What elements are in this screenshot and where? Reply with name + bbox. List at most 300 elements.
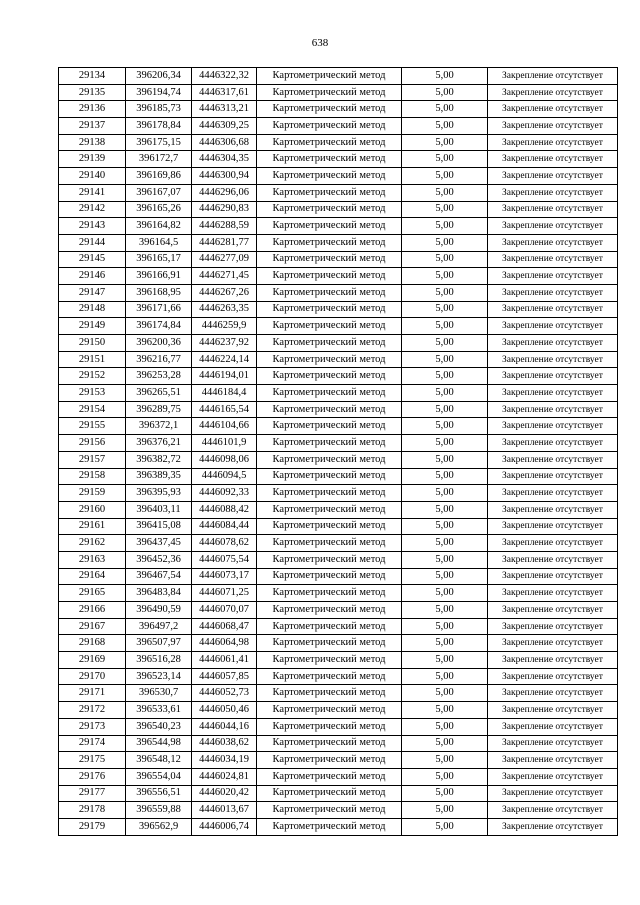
method-cell: Картометрический метод [257,101,402,118]
point-number-cell: 29158 [59,468,126,485]
x-coordinate-cell: 396530,7 [126,685,192,702]
y-coordinate-cell: 4446075,54 [192,551,257,568]
table-row [59,702,618,719]
accuracy-cell: 5,00 [402,385,488,402]
table-row [59,451,618,468]
y-coordinate-cell: 4446101,9 [192,435,257,452]
x-coordinate-cell: 396164,5 [126,234,192,251]
y-coordinate-cell: 4446290,83 [192,201,257,218]
point-number-cell: 29150 [59,335,126,352]
accuracy-cell: 5,00 [402,251,488,268]
table-row [59,501,618,518]
y-coordinate-cell: 4446288,59 [192,218,257,235]
accuracy-cell: 5,00 [402,101,488,118]
method-cell: Картометрический метод [257,451,402,468]
accuracy-cell: 5,00 [402,802,488,819]
x-coordinate-cell: 396507,97 [126,635,192,652]
x-coordinate-cell: 396175,15 [126,134,192,151]
table-row [59,284,618,301]
fixing-description-cell: Закрепление отсутствует [488,101,618,118]
table-row [59,84,618,101]
table-row [59,335,618,352]
fixing-description-cell: Закрепление отсутствует [488,585,618,602]
accuracy-cell: 5,00 [402,351,488,368]
x-coordinate-cell: 396171,66 [126,301,192,318]
point-number-cell: 29174 [59,735,126,752]
table-row [59,351,618,368]
point-number-cell: 29157 [59,451,126,468]
fixing-description-cell: Закрепление отсутствует [488,435,618,452]
point-number-cell: 29149 [59,318,126,335]
y-coordinate-cell: 4446038,62 [192,735,257,752]
x-coordinate-cell: 396164,82 [126,218,192,235]
fixing-description-cell: Закрепление отсутствует [488,652,618,669]
method-cell: Картометрический метод [257,702,402,719]
y-coordinate-cell: 4446071,25 [192,585,257,602]
point-number-cell: 29156 [59,435,126,452]
x-coordinate-cell: 396265,51 [126,385,192,402]
x-coordinate-cell: 396403,11 [126,501,192,518]
fixing-description-cell: Закрепление отсутствует [488,518,618,535]
x-coordinate-cell: 396548,12 [126,752,192,769]
method-cell: Картометрический метод [257,802,402,819]
point-number-cell: 29176 [59,768,126,785]
accuracy-cell: 5,00 [402,84,488,101]
y-coordinate-cell: 4446073,17 [192,568,257,585]
accuracy-cell: 5,00 [402,151,488,168]
accuracy-cell: 5,00 [402,168,488,185]
table-row [59,551,618,568]
point-number-cell: 29152 [59,368,126,385]
accuracy-cell: 5,00 [402,234,488,251]
fixing-description-cell: Закрепление отсутствует [488,84,618,101]
accuracy-cell: 5,00 [402,768,488,785]
method-cell: Картометрический метод [257,602,402,619]
method-cell: Картометрический метод [257,768,402,785]
method-cell: Картометрический метод [257,401,402,418]
accuracy-cell: 5,00 [402,268,488,285]
accuracy-cell: 5,00 [402,585,488,602]
method-cell: Картометрический метод [257,151,402,168]
y-coordinate-cell: 4446070,07 [192,602,257,619]
accuracy-cell: 5,00 [402,318,488,335]
method-cell: Картометрический метод [257,134,402,151]
table-row [59,368,618,385]
accuracy-cell: 5,00 [402,685,488,702]
point-number-cell: 29177 [59,785,126,802]
point-number-cell: 29144 [59,234,126,251]
y-coordinate-cell: 4446034,19 [192,752,257,769]
accuracy-cell: 5,00 [402,551,488,568]
accuracy-cell: 5,00 [402,785,488,802]
x-coordinate-cell: 396382,72 [126,451,192,468]
point-number-cell: 29159 [59,485,126,502]
point-number-cell: 29170 [59,668,126,685]
y-coordinate-cell: 4446322,32 [192,68,257,85]
fixing-description-cell: Закрепление отсутствует [488,268,618,285]
accuracy-cell: 5,00 [402,301,488,318]
accuracy-cell: 5,00 [402,818,488,835]
point-number-cell: 29164 [59,568,126,585]
table-row [59,485,618,502]
y-coordinate-cell: 4446277,09 [192,251,257,268]
y-coordinate-cell: 4446061,41 [192,652,257,669]
x-coordinate-cell: 396289,75 [126,401,192,418]
coordinates-table-body [59,68,618,836]
point-number-cell: 29169 [59,652,126,669]
method-cell: Картометрический метод [257,635,402,652]
accuracy-cell: 5,00 [402,718,488,735]
accuracy-cell: 5,00 [402,602,488,619]
point-number-cell: 29136 [59,101,126,118]
y-coordinate-cell: 4446184,4 [192,385,257,402]
x-coordinate-cell: 396168,95 [126,284,192,301]
table-row [59,518,618,535]
y-coordinate-cell: 4446296,06 [192,184,257,201]
point-number-cell: 29140 [59,168,126,185]
y-coordinate-cell: 4446078,62 [192,535,257,552]
table-row [59,718,618,735]
y-coordinate-cell: 4446259,9 [192,318,257,335]
table-row [59,151,618,168]
x-coordinate-cell: 396540,23 [126,718,192,735]
point-number-cell: 29143 [59,218,126,235]
x-coordinate-cell: 396194,74 [126,84,192,101]
fixing-description-cell: Закрепление отсутствует [488,752,618,769]
fixing-description-cell: Закрепление отсутствует [488,718,618,735]
accuracy-cell: 5,00 [402,702,488,719]
fixing-description-cell: Закрепление отсутствует [488,201,618,218]
point-number-cell: 29153 [59,385,126,402]
method-cell: Картометрический метод [257,418,402,435]
fixing-description-cell: Закрепление отсутствует [488,802,618,819]
y-coordinate-cell: 4446050,46 [192,702,257,719]
y-coordinate-cell: 4446064,98 [192,635,257,652]
method-cell: Картометрический метод [257,501,402,518]
x-coordinate-cell: 396523,14 [126,668,192,685]
x-coordinate-cell: 396169,86 [126,168,192,185]
method-cell: Картометрический метод [257,485,402,502]
point-number-cell: 29179 [59,818,126,835]
fixing-description-cell: Закрепление отсутствует [488,234,618,251]
method-cell: Картометрический метод [257,251,402,268]
point-number-cell: 29137 [59,118,126,135]
point-number-cell: 29154 [59,401,126,418]
method-cell: Картометрический метод [257,184,402,201]
table-row [59,752,618,769]
point-number-cell: 29145 [59,251,126,268]
table-row [59,134,618,151]
fixing-description-cell: Закрепление отсутствует [488,368,618,385]
x-coordinate-cell: 396206,34 [126,68,192,85]
fixing-description-cell: Закрепление отсутствует [488,151,618,168]
table-row [59,318,618,335]
table-row [59,652,618,669]
y-coordinate-cell: 4446194,01 [192,368,257,385]
method-cell: Картометрический метод [257,518,402,535]
method-cell: Картометрический метод [257,301,402,318]
method-cell: Картометрический метод [257,218,402,235]
accuracy-cell: 5,00 [402,618,488,635]
y-coordinate-cell: 4446300,94 [192,168,257,185]
accuracy-cell: 5,00 [402,435,488,452]
point-number-cell: 29139 [59,151,126,168]
point-number-cell: 29166 [59,602,126,619]
x-coordinate-cell: 396544,98 [126,735,192,752]
y-coordinate-cell: 4446304,35 [192,151,257,168]
y-coordinate-cell: 4446317,61 [192,84,257,101]
table-row [59,268,618,285]
table-row [59,685,618,702]
point-number-cell: 29173 [59,718,126,735]
x-coordinate-cell: 396559,88 [126,802,192,819]
x-coordinate-cell: 396516,28 [126,652,192,669]
fixing-description-cell: Закрепление отсутствует [488,685,618,702]
y-coordinate-cell: 4446052,73 [192,685,257,702]
table-row [59,251,618,268]
y-coordinate-cell: 4446224,14 [192,351,257,368]
method-cell: Картометрический метод [257,818,402,835]
table-row [59,118,618,135]
accuracy-cell: 5,00 [402,218,488,235]
fixing-description-cell: Закрепление отсутствует [488,301,618,318]
y-coordinate-cell: 4446267,26 [192,284,257,301]
x-coordinate-cell: 396216,77 [126,351,192,368]
y-coordinate-cell: 4446306,68 [192,134,257,151]
x-coordinate-cell: 396178,84 [126,118,192,135]
method-cell: Картометрический метод [257,735,402,752]
y-coordinate-cell: 4446020,42 [192,785,257,802]
y-coordinate-cell: 4446057,85 [192,668,257,685]
method-cell: Картометрический метод [257,68,402,85]
point-number-cell: 29172 [59,702,126,719]
y-coordinate-cell: 4446313,21 [192,101,257,118]
table-row [59,802,618,819]
fixing-description-cell: Закрепление отсутствует [488,485,618,502]
accuracy-cell: 5,00 [402,668,488,685]
method-cell: Картометрический метод [257,284,402,301]
accuracy-cell: 5,00 [402,368,488,385]
accuracy-cell: 5,00 [402,284,488,301]
x-coordinate-cell: 396554,04 [126,768,192,785]
fixing-description-cell: Закрепление отсутствует [488,501,618,518]
method-cell: Картометрический метод [257,468,402,485]
method-cell: Картометрический метод [257,385,402,402]
point-number-cell: 29175 [59,752,126,769]
x-coordinate-cell: 396165,17 [126,251,192,268]
fixing-description-cell: Закрепление отсутствует [488,702,618,719]
point-number-cell: 29178 [59,802,126,819]
x-coordinate-cell: 396437,45 [126,535,192,552]
point-number-cell: 29162 [59,535,126,552]
method-cell: Картометрический метод [257,551,402,568]
table-row [59,585,618,602]
x-coordinate-cell: 396562,9 [126,818,192,835]
method-cell: Картометрический метод [257,535,402,552]
x-coordinate-cell: 396166,91 [126,268,192,285]
method-cell: Картометрический метод [257,685,402,702]
method-cell: Картометрический метод [257,752,402,769]
point-number-cell: 29147 [59,284,126,301]
x-coordinate-cell: 396415,08 [126,518,192,535]
table-row [59,618,618,635]
table-row [59,201,618,218]
y-coordinate-cell: 4446309,25 [192,118,257,135]
fixing-description-cell: Закрепление отсутствует [488,735,618,752]
table-row [59,535,618,552]
x-coordinate-cell: 396376,21 [126,435,192,452]
method-cell: Картометрический метод [257,168,402,185]
fixing-description-cell: Закрепление отсутствует [488,768,618,785]
method-cell: Картометрический метод [257,335,402,352]
method-cell: Картометрический метод [257,351,402,368]
x-coordinate-cell: 396533,61 [126,702,192,719]
table-row [59,568,618,585]
method-cell: Картометрический метод [257,718,402,735]
fixing-description-cell: Закрепление отсутствует [488,818,618,835]
fixing-description-cell: Закрепление отсутствует [488,602,618,619]
table-row [59,468,618,485]
fixing-description-cell: Закрепление отсутствует [488,401,618,418]
x-coordinate-cell: 396200,36 [126,335,192,352]
table-row [59,418,618,435]
x-coordinate-cell: 396395,93 [126,485,192,502]
fixing-description-cell: Закрепление отсутствует [488,284,618,301]
accuracy-cell: 5,00 [402,501,488,518]
accuracy-cell: 5,00 [402,401,488,418]
point-number-cell: 29142 [59,201,126,218]
fixing-description-cell: Закрепление отсутствует [488,251,618,268]
table-row [59,785,618,802]
method-cell: Картометрический метод [257,652,402,669]
fixing-description-cell: Закрепление отсутствует [488,218,618,235]
x-coordinate-cell: 396165,26 [126,201,192,218]
accuracy-cell: 5,00 [402,468,488,485]
point-number-cell: 29134 [59,68,126,85]
table-row [59,218,618,235]
fixing-description-cell: Закрепление отсутствует [488,551,618,568]
point-number-cell: 29171 [59,685,126,702]
x-coordinate-cell: 396483,84 [126,585,192,602]
method-cell: Картометрический метод [257,201,402,218]
y-coordinate-cell: 4446006,74 [192,818,257,835]
point-number-cell: 29163 [59,551,126,568]
method-cell: Картометрический метод [257,118,402,135]
table-row [59,401,618,418]
point-number-cell: 29138 [59,134,126,151]
fixing-description-cell: Закрепление отсутствует [488,134,618,151]
x-coordinate-cell: 396556,51 [126,785,192,802]
fixing-description-cell: Закрепление отсутствует [488,318,618,335]
fixing-description-cell: Закрепление отсутствует [488,468,618,485]
accuracy-cell: 5,00 [402,652,488,669]
point-number-cell: 29160 [59,501,126,518]
x-coordinate-cell: 396452,36 [126,551,192,568]
point-number-cell: 29148 [59,301,126,318]
accuracy-cell: 5,00 [402,335,488,352]
x-coordinate-cell: 396167,07 [126,184,192,201]
fixing-description-cell: Закрепление отсутствует [488,118,618,135]
accuracy-cell: 5,00 [402,535,488,552]
page-number: 638 [311,37,329,49]
table-row [59,234,618,251]
y-coordinate-cell: 4446044,16 [192,718,257,735]
y-coordinate-cell: 4446013,67 [192,802,257,819]
y-coordinate-cell: 4446165,54 [192,401,257,418]
fixing-description-cell: Закрепление отсутствует [488,385,618,402]
table-row [59,68,618,85]
table-row [59,668,618,685]
x-coordinate-cell: 396185,73 [126,101,192,118]
y-coordinate-cell: 4446281,77 [192,234,257,251]
y-coordinate-cell: 4446068,47 [192,618,257,635]
fixing-description-cell: Закрепление отсутствует [488,535,618,552]
fixing-description-cell: Закрепление отсутствует [488,635,618,652]
fixing-description-cell: Закрепление отсутствует [488,785,618,802]
accuracy-cell: 5,00 [402,568,488,585]
point-number-cell: 29161 [59,518,126,535]
x-coordinate-cell: 396372,1 [126,418,192,435]
table-row [59,301,618,318]
y-coordinate-cell: 4446263,35 [192,301,257,318]
fixing-description-cell: Закрепление отсутствует [488,168,618,185]
point-number-cell: 29155 [59,418,126,435]
table-row [59,735,618,752]
fixing-description-cell: Закрепление отсутствует [488,568,618,585]
x-coordinate-cell: 396490,59 [126,602,192,619]
y-coordinate-cell: 4446098,06 [192,451,257,468]
accuracy-cell: 5,00 [402,184,488,201]
fixing-description-cell: Закрепление отсутствует [488,184,618,201]
fixing-description-cell: Закрепление отсутствует [488,618,618,635]
point-number-cell: 29167 [59,618,126,635]
method-cell: Картометрический метод [257,368,402,385]
accuracy-cell: 5,00 [402,735,488,752]
accuracy-cell: 5,00 [402,752,488,769]
x-coordinate-cell: 396389,35 [126,468,192,485]
y-coordinate-cell: 4446024,81 [192,768,257,785]
method-cell: Картометрический метод [257,668,402,685]
accuracy-cell: 5,00 [402,118,488,135]
method-cell: Картометрический метод [257,268,402,285]
x-coordinate-cell: 396172,7 [126,151,192,168]
accuracy-cell: 5,00 [402,68,488,85]
accuracy-cell: 5,00 [402,451,488,468]
fixing-description-cell: Закрепление отсутствует [488,668,618,685]
accuracy-cell: 5,00 [402,485,488,502]
fixing-description-cell: Закрепление отсутствует [488,335,618,352]
method-cell: Картометрический метод [257,234,402,251]
fixing-description-cell: Закрепление отсутствует [488,68,618,85]
fixing-description-cell: Закрепление отсутствует [488,351,618,368]
method-cell: Картометрический метод [257,618,402,635]
y-coordinate-cell: 4446104,66 [192,418,257,435]
method-cell: Картометрический метод [257,568,402,585]
table-row [59,818,618,835]
x-coordinate-cell: 396497,2 [126,618,192,635]
x-coordinate-cell: 396253,28 [126,368,192,385]
accuracy-cell: 5,00 [402,518,488,535]
accuracy-cell: 5,00 [402,635,488,652]
y-coordinate-cell: 4446084,44 [192,518,257,535]
point-number-cell: 29146 [59,268,126,285]
point-number-cell: 29168 [59,635,126,652]
y-coordinate-cell: 4446094,5 [192,468,257,485]
table-row [59,385,618,402]
y-coordinate-cell: 4446271,45 [192,268,257,285]
method-cell: Картометрический метод [257,785,402,802]
point-number-cell: 29141 [59,184,126,201]
